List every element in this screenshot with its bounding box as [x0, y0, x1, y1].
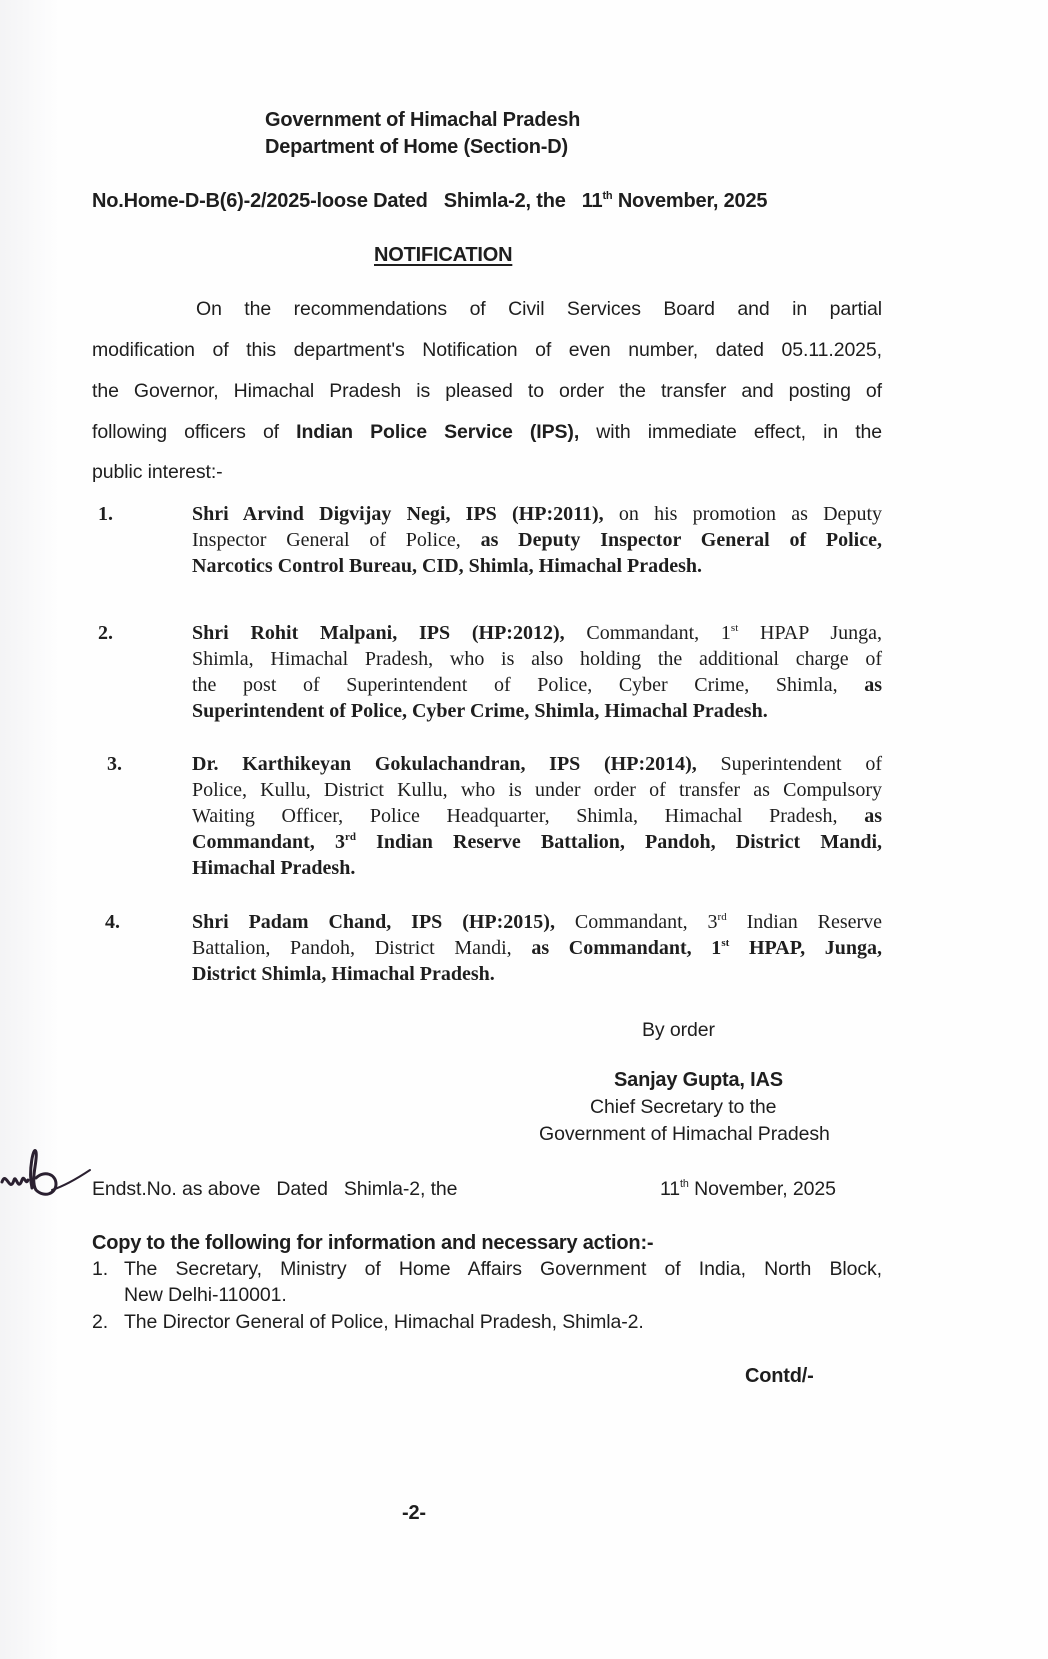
- intro-line-4: [92, 421, 882, 444]
- copy-to-2-line-1: The Director General of Police, Himachal Pradesh, Shimla-2.: [124, 1311, 644, 1333]
- item-3-posting-a: Commandant, 3: [192, 831, 345, 853]
- item-4-posting-a: as Commandant, 1: [531, 937, 722, 959]
- copy-to-heading: Copy to the following for information and necessary action:-: [92, 1232, 654, 1254]
- item-1-text: on his promotion as Deputy: [618, 503, 882, 525]
- endorsement-text: Endst.No. as above Dated Shimla-2, the: [92, 1178, 458, 1200]
- item-3-line-4: [192, 831, 882, 854]
- copy-to-2-number: 2.: [92, 1311, 109, 1333]
- page-number: -2-: [402, 1502, 426, 1524]
- item-1-line-2: [192, 529, 882, 552]
- government-heading: Government of Himachal Pradesh: [265, 109, 581, 131]
- endorsement-month-year: November, 2025: [694, 1178, 836, 1200]
- item-3-line-1: [192, 753, 882, 776]
- item-4-sup-2: st: [721, 936, 730, 949]
- item-2-line-3: [192, 674, 882, 697]
- intro-line-2: modification of this department's Notification of even number, dated 05.11.2025,: [92, 339, 882, 361]
- intro-line-5: public interest:-: [92, 461, 223, 483]
- item-4-posting-b: HPAP, Junga,: [748, 937, 883, 959]
- intro-line-1: On the recommendations of Civil Services Board and in partial: [196, 298, 882, 320]
- intro-line-4-tail: with immediate effect, in the: [596, 421, 882, 443]
- item-3-sup: rd: [344, 830, 356, 843]
- item-3-line-5: Himachal Pradesh.: [192, 857, 356, 879]
- intro-line-4-text: following officers of: [92, 421, 280, 443]
- intro-line-3: the Governor, Himachal Pradesh is pleased to order the transfer and posting of: [92, 380, 882, 402]
- reference-number: No.Home-D-B(6)-2/2025-loose Dated: [92, 190, 428, 212]
- item-3-number: 3.: [107, 753, 122, 775]
- item-4-text-2: Battalion, Pandoh, District Mandi,: [192, 937, 512, 959]
- item-4-line-1: [192, 911, 882, 934]
- item-2-line-4: Superintendent of Police, Cyber Crime, Shimla, Himachal Pradesh.: [192, 700, 768, 722]
- item-3-posting-b: Indian Reserve Battalion, Pandoh, District Mandi,: [376, 831, 882, 853]
- item-3-as: as: [864, 805, 883, 827]
- item-2-line-2: Shimla, Himachal Pradesh, who is also holding the additional charge of: [192, 648, 882, 670]
- item-3-line-3: [192, 805, 882, 828]
- item-2-sup: st: [730, 621, 739, 634]
- item-2-text-3: the post of Superintendent of Police, Cyber Crime, Shimla,: [192, 674, 838, 696]
- handwritten-initials: [0, 1140, 100, 1210]
- item-1-posting: as Deputy Inspector General of Police,: [480, 529, 882, 551]
- item-1-officer: Shri Arvind Digvijay Negi, IPS (HP:2011),: [192, 503, 604, 525]
- signatory-designation-1: Chief Secretary to the: [590, 1096, 777, 1118]
- item-3-text: Superintendent of: [720, 753, 882, 775]
- item-3-text-3: Waiting Officer, Police Headquarter, Shimla, Himachal Pradesh,: [192, 805, 838, 827]
- endorsement-day-suffix: th: [680, 1177, 689, 1190]
- item-1-text-2: Inspector General of Police,: [192, 529, 461, 551]
- item-4-text-b: Indian Reserve: [746, 911, 883, 933]
- item-2-text-a: Commandant, 1: [586, 622, 731, 644]
- copy-to-1-line-1: The Secretary, Ministry of Home Affairs Government of India, North Block,: [124, 1258, 882, 1280]
- signatory-name: Sanjay Gupta, IAS: [614, 1069, 783, 1091]
- reference-day-suffix: th: [602, 189, 613, 202]
- item-2-line-1: [192, 622, 882, 645]
- item-1-line-3: Narcotics Control Bureau, CID, Shimla, Himachal Pradesh.: [192, 555, 703, 577]
- item-4-number: 4.: [105, 911, 120, 933]
- item-2-officer: Shri Rohit Malpani, IPS (HP:2012),: [192, 622, 565, 644]
- item-4-line-3: District Shimla, Himachal Pradesh.: [192, 963, 495, 985]
- item-2-text-b: HPAP Junga,: [760, 622, 883, 644]
- copy-to-1-line-2: New Delhi-110001.: [124, 1284, 287, 1306]
- endorsement-day: 11: [660, 1178, 681, 1200]
- by-order: By order: [642, 1019, 715, 1041]
- reference-place: Shimla-2, the: [443, 190, 566, 212]
- item-2-as: as: [864, 674, 882, 696]
- item-1-line-1: [192, 503, 882, 526]
- scan-shadow: [0, 0, 60, 1659]
- item-3-officer: Dr. Karthikeyan Gokulachandran, IPS (HP:2014),: [192, 753, 697, 775]
- continued-marker: Contd/-: [745, 1365, 814, 1387]
- item-4-line-2: [192, 937, 882, 960]
- reference-date: [582, 190, 768, 212]
- item-4-officer: Shri Padam Chand, IPS (HP:2015),: [192, 911, 555, 933]
- endorsement-date: [660, 1178, 836, 1201]
- item-2-number: 2.: [98, 622, 113, 644]
- reference-line: [92, 190, 882, 213]
- department-heading: Department of Home (Section-D): [265, 136, 568, 158]
- item-1-number: 1.: [98, 503, 113, 525]
- item-4-text-a: Commandant, 3: [574, 911, 718, 933]
- intro-ips-bold: Indian Police Service (IPS),: [296, 421, 580, 443]
- item-4-sup: rd: [717, 910, 727, 923]
- reference-day: 11: [581, 190, 603, 212]
- copy-to-1-number: 1.: [92, 1258, 109, 1280]
- signatory-designation-2: Government of Himachal Pradesh: [539, 1123, 830, 1145]
- notification-title: NOTIFICATION: [374, 244, 513, 266]
- reference-month-year: November, 2025: [617, 190, 768, 212]
- item-3-line-2: Police, Kullu, District Kullu, who is under order of transfer as Compulsory: [192, 779, 882, 801]
